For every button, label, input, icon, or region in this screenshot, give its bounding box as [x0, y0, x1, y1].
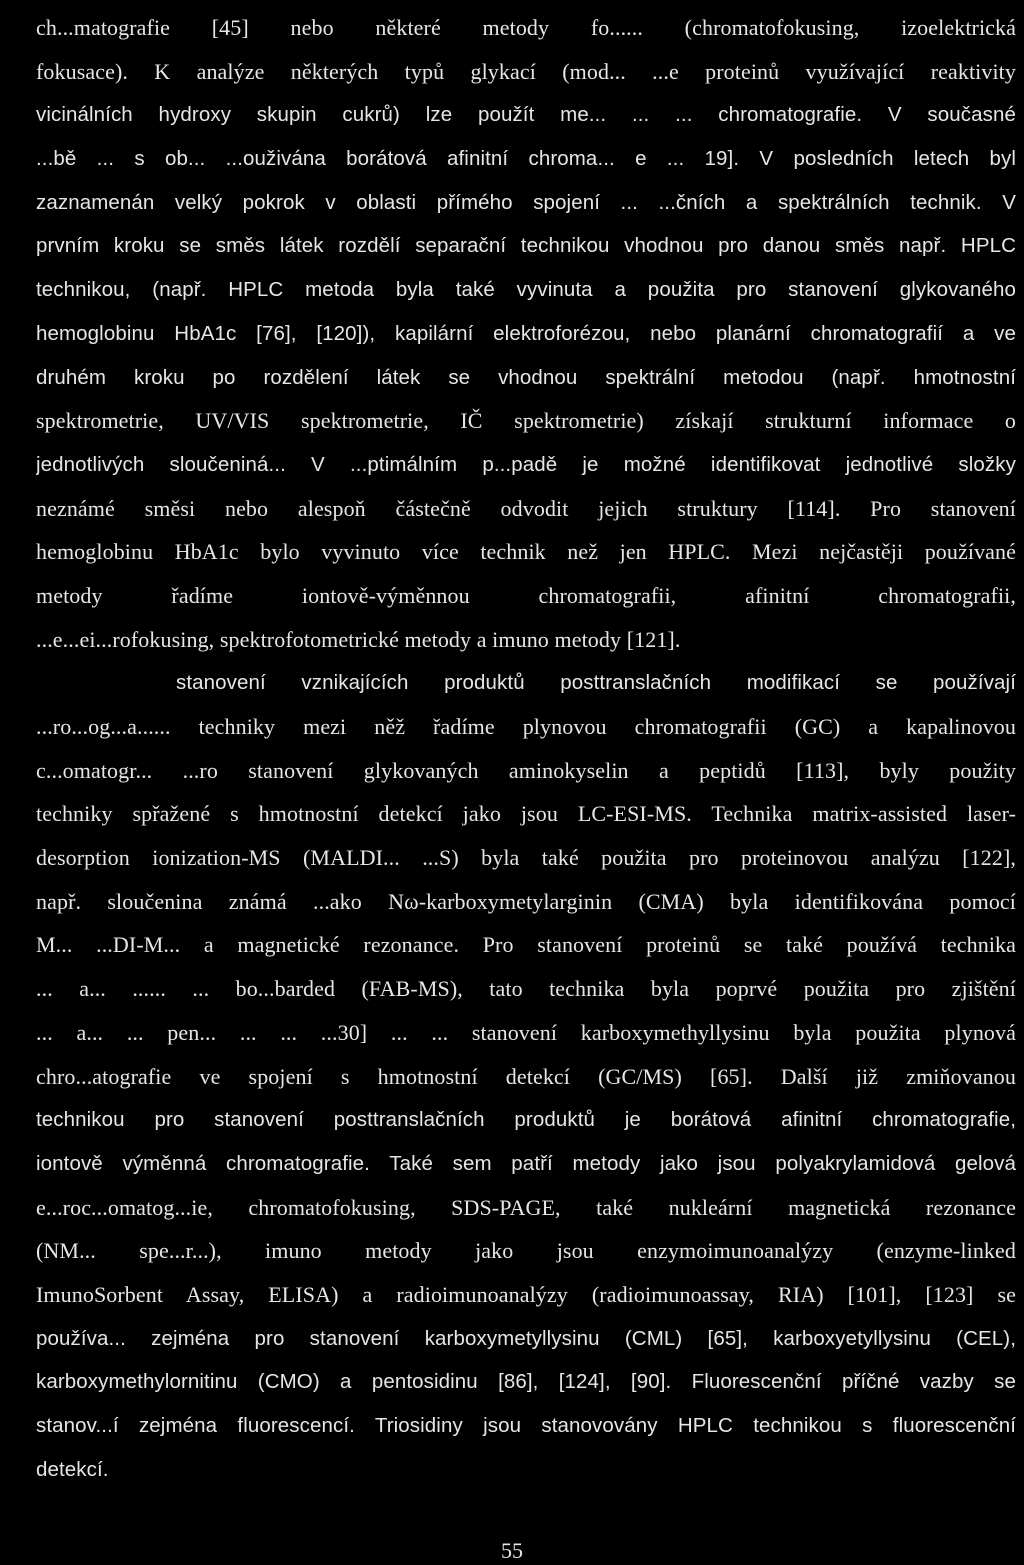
text-line: vicinálních hydroxy skupin cukrů) lze použít me... ... ... chromatografie. V současné	[36, 103, 1016, 127]
text-line: techniky spřažené s hmotnostní detekcí jako jsou LC-ESI-MS. Technika matrix-assisted laser-	[36, 801, 1016, 827]
text-line: neznámé směsi nebo alespoň částečně odvodit jejich struktury [114]. Pro stanovení	[36, 495, 1016, 521]
text-line: např. sloučenina známá ...ako Nω-karboxymetylarginin (CMA) byla identifikována pomocí	[36, 888, 1016, 914]
text-line: zaznamenán velký pokrok v oblasti přímého spojení ... ...čních a spektrálních technik. V	[36, 190, 1016, 214]
text-line: technikou pro stanovení posttranslačních produktů je borátová afinitní chromatografie,	[36, 1108, 1016, 1132]
text-line: (NM... spe...r...), imuno metody jako jsou enzymoimunoanalýzy (enzyme-linked	[36, 1238, 1016, 1264]
text-line: hemoglobinu HbA1c bylo vyvinuto více technik než jen HPLC. Mezi nejčastěji používané	[36, 539, 1016, 565]
text-line: M... ...DI-M... a magnetické rezonance. Pro stanovení proteinů se také používá technika	[36, 932, 1016, 958]
text-line: metody řadíme iontově-výměnnou chromatografii, afinitní chromatografii,	[36, 582, 1016, 608]
text-line: c...omatogr... ...ro stanovení glykovaných aminokyselin a peptidů [113], byly použity	[36, 757, 1016, 783]
text-line: chro...atografie ve spojení s hmotnostní detekcí (GC/MS) [65]. Další již zmiňovanou	[36, 1063, 1016, 1089]
text-line: technikou, (např. HPLC metoda byla také vyvinuta a použita pro stanovení glykovaného	[36, 278, 1016, 302]
text-line: jednotlivých sloučeniná... V ...ptimálním p...padě je možné identifikovat jednotlivé složky	[36, 452, 1016, 476]
text-line: ... a... ...... ... bo...barded (FAB-MS), tato technika byla poprvé použita pro zjištění	[36, 976, 1016, 1002]
text-line: ...e...ei...rofokusing, spektrofotometrické metody a imuno metody [121].	[36, 626, 681, 652]
text-line: spektrometrie, UV/VIS spektrometrie, IČ spektrometrie) získají strukturní informace o	[36, 408, 1016, 434]
text-line: ...ro...og...a...... techniky mezi něž řadíme plynovou chromatografii (GC) a kapalinovou	[36, 714, 1016, 739]
text-line: ch...matografie [45] nebo některé metody fo...... (chromatofokusing, izoelektrická	[36, 15, 1016, 40]
text-line: stanov...í zejména fluorescencí. Triosidiny jsou stanovovány HPLC technikou s fluorescenční	[36, 1414, 1016, 1437]
text-line: fokusace). K analýze některých typů glykací (mod... ...e proteinů využívající reaktivity	[36, 58, 1016, 84]
text-line: iontově výměnná chromatografie. Také sem patří metody jako jsou polyakrylamidová gelová	[36, 1151, 1016, 1175]
page-number: 55	[501, 1538, 523, 1563]
text-line: ... a... ... pen... ... ... ...30] ... ... stanovení karboxymethyllysinu byla použita plynová	[36, 1019, 1016, 1045]
text-line: desorption ionization-MS (MALDI... ...S) byla také použita pro proteinovou analýzu [122],	[36, 845, 1016, 871]
text-line: druhém kroku po rozdělení látek se vhodnou spektrální metodou (např. hmotnostní	[36, 365, 1016, 389]
text-line: karboxymethylornitinu (CMO) a pentosidinu [86], [124], [90]. Fluorescenční příčné vazby se	[36, 1370, 1016, 1394]
text-line: prvním kroku se směs látek rozdělí separační technikou vhodnou pro danou směs např. HPLC	[36, 234, 1016, 258]
text-line: používa... zejména pro stanovení karboxymetyllysinu (CML) [65], karboxyetyllysinu (CEL),	[36, 1326, 1016, 1350]
text-line: ImunoSorbent Assay, ELISA) a radioimunoanalýzy (radioimunoassay, RIA) [101], [123] se	[36, 1281, 1016, 1307]
text-line: ...bě ... s ob... ...ouživána borátová afinitní chroma... e ... 19]. V posledních letech byl	[36, 147, 1016, 171]
body-text	[36, 6, 1016, 1491]
text-line: hemoglobinu HbA1c [76], [120]), kapilární elektroforézou, nebo planární chromatografií a ve	[36, 321, 1016, 345]
text-line: detekcí.	[36, 1457, 109, 1481]
text-line: stanovení vznikajících produktů posttranslačních modifikací se používají	[176, 671, 1016, 695]
text-line: e...roc...omatog...ie, chromatofokusing, SDS-PAGE, také nukleární magnetická rezonance	[36, 1194, 1016, 1220]
